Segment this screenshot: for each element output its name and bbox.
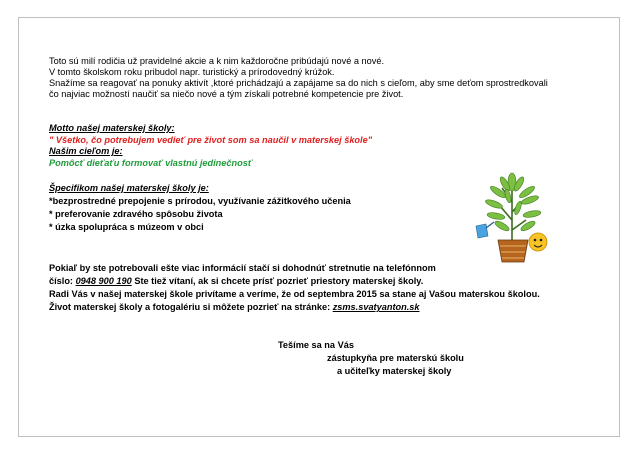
motto-section [49, 123, 372, 169]
phone-suffix: Ste tiež vítaní, ak si chcete prísť pozrieť priestory materskej školy. [131, 276, 424, 286]
contact-phone-line [49, 276, 540, 289]
contact-line: Pokiaľ by ste potrebovali ešte viac informácií stačí si dohodnúť stretnutie na telefónnom [49, 263, 436, 273]
intro-line: Snažíme sa reagovať na ponuky aktivít ,ktoré prichádzajú a zapájame sa do nich s cieľom, aby sme deťom sprostredkovali [49, 78, 548, 88]
motto-text: " Všetko, čo potrebujem vedieť pre život som sa naučil v materskej škole" [49, 134, 373, 145]
specifics-item: * preferovanie zdravého spôsobu života [49, 209, 223, 219]
contact-web-line [49, 302, 540, 315]
signature-line2: a učiteľky materskej školy [337, 366, 452, 376]
signature-greeting: Tešíme sa na Vás [278, 340, 354, 350]
goal-text: Pomôcť dieťaťu formovať vlastnú jedinečnosť [49, 157, 253, 168]
goal-heading: Našim cieľom je: [49, 146, 123, 156]
website-link[interactable]: zsms.svatyanton.sk [332, 302, 420, 312]
phone-prefix: číslo: [49, 276, 76, 286]
contact-line: Radi Vás v našej materskej škole privítame a veríme, že od septembra 2015 sa stane aj Vašou materskou školou. [49, 289, 540, 299]
intro-line: čo najviac možností naučiť sa niečo nové a tým získali potrebné kompetencie pre život. [49, 89, 404, 99]
signature-line1: zástupkyňa pre materskú školu [327, 353, 464, 363]
specifics-item: *bezprostredné prepojenie s prírodou, využívanie zážitkového učenia [49, 196, 351, 206]
contact-section [49, 263, 540, 315]
phone-number: 0948 900 190 [75, 276, 132, 286]
intro-line: V tomto školskom roku pribudol napr. turistický a prírodovedný krúžok. [49, 67, 335, 77]
intro-paragraph [49, 56, 548, 100]
specifics-section [49, 183, 351, 235]
specifics-item: * úzka spolupráca s múzeom v obci [49, 222, 204, 232]
smiley-face-icon [529, 233, 547, 251]
plant-pot [498, 240, 528, 262]
intro-line: Toto sú milí rodičia už pravidelné akcie a k nim každoročne pribúdajú nové a nové. [49, 56, 385, 66]
specifics-heading: Špecifikom našej materskej školy je: [49, 183, 209, 193]
plant-leaves [485, 173, 542, 233]
motto-heading: Motto našej materskej školy: [49, 123, 175, 133]
web-prefix: Život materskej školy a fotogalériu si môžete pozrieť na stránke: [49, 302, 333, 312]
potted-plant-illustration [472, 170, 552, 270]
watering-can-icon [476, 222, 494, 238]
